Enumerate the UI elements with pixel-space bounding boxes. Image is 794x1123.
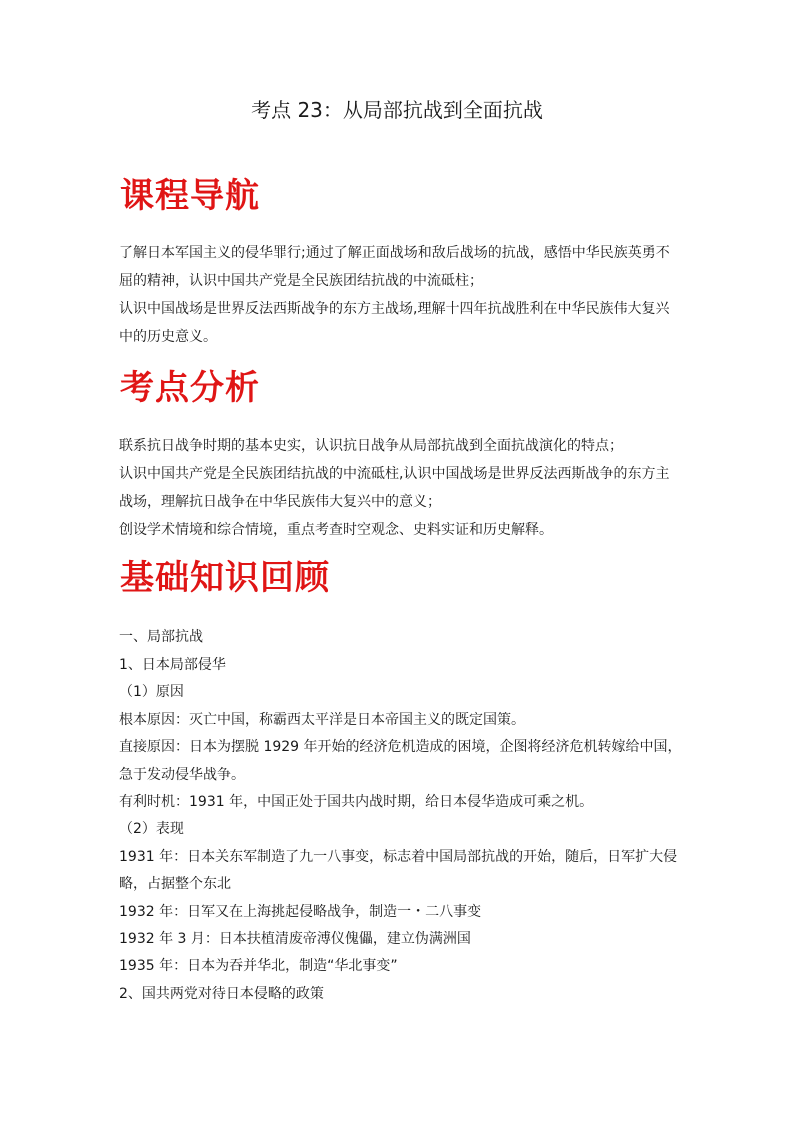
analysis-line: 联系抗日战争时期的基本史实，认识抗日战争从局部抗战到全面抗战演化的特点； <box>119 438 623 454</box>
analysis-line: 战场，理解抗日战争在中华民族伟大复兴中的意义； <box>119 494 441 510</box>
nav-line: 了解日本军国主义的侵华罪行;通过了解正面战场和敌后战场的抗战，感悟中华民族英勇不 <box>119 245 670 261</box>
review-line: （1）原因 <box>119 684 184 700</box>
section-heading-basic-review: 基础知识回顾 <box>120 558 330 598</box>
analysis-line: 创设学术情境和综合情境，重点考查时空观念、史料实证和历史解释。 <box>119 522 553 538</box>
nav-line: 屈的精神，认识中国共产党是全民族团结抗战的中流砥柱； <box>119 273 483 289</box>
section-heading-course-nav: 课程导航 <box>120 176 260 216</box>
nav-line: 中的历史意义。 <box>119 329 217 345</box>
review-line: 2、国共两党对待日本侵略的政策 <box>119 986 324 1002</box>
review-line: 直接原因：日本为摆脱 1929 年开始的经济危机造成的困境，企图将经济危机转嫁给中国， <box>119 739 682 755</box>
nav-line: 认识中国战场是世界反法西斯战争的东方主战场,理解十四年抗战胜利在中华民族伟大复兴 <box>119 301 670 317</box>
review-line: 1932 年 3 月：日本扶植清废帝溥仪傀儡，建立伪满洲国 <box>119 931 471 947</box>
review-line: 1935 年：日本为吞并华北，制造“华北事变” <box>119 958 398 974</box>
review-line: 1932 年：日军又在上海挑起侵略战争，制造一・二八事变 <box>119 904 482 920</box>
review-line: 急于发动侵华战争。 <box>119 767 245 783</box>
review-line: 1、日本局部侵华 <box>119 657 226 673</box>
document-title: 考点 23：从局部抗战到全面抗战 <box>251 98 543 122</box>
section-heading-exam-analysis: 考点分析 <box>120 368 260 408</box>
analysis-line: 认识中国共产党是全民族团结抗战的中流砥柱,认识中国战场是世界反法西斯战争的东方主 <box>119 466 670 482</box>
review-line: 1931 年：日本关东军制造了九一八事变，标志着中国局部抗战的开始，随后，日军扩大侵 <box>119 849 678 865</box>
review-line: （2）表现 <box>119 821 184 837</box>
review-line: 有利时机：1931 年，中国正处于国共内战时期，给日本侵华造成可乘之机。 <box>119 794 594 810</box>
review-line: 根本原因：灭亡中国，称霸西太平洋是日本帝国主义的既定国策。 <box>119 712 525 728</box>
review-line: 一、局部抗战 <box>119 629 203 645</box>
review-line: 略，占据整个东北 <box>119 876 231 892</box>
